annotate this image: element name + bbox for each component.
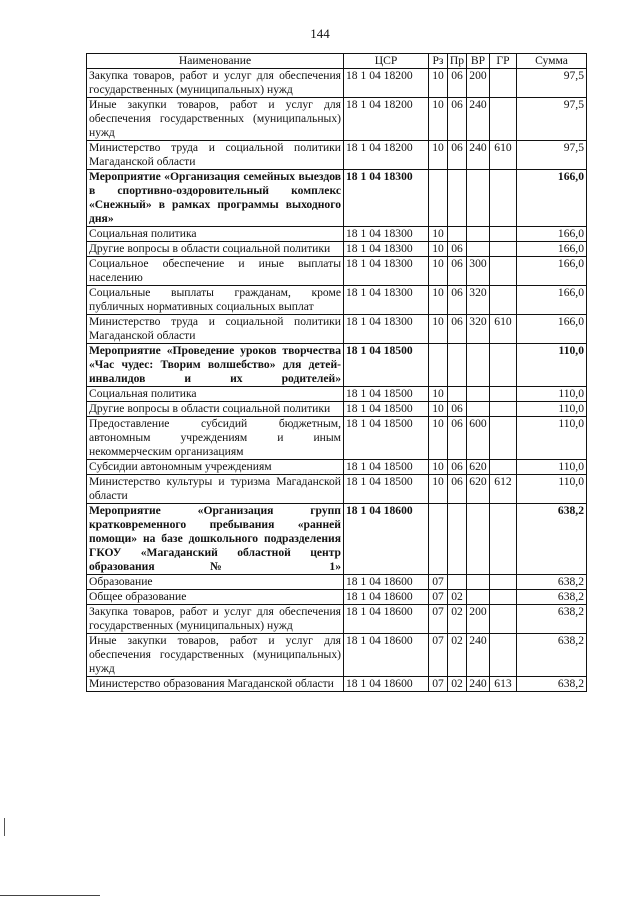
cell-name: Мероприятие «Проведение уроков творчества «Час чудес: Творим волшебство» для детей-инвалидов и их родителей» — [87, 344, 344, 387]
cell-vr: 240 — [467, 141, 490, 170]
cell-csr: 18 1 04 18300 — [344, 315, 429, 344]
cell-name: Образование — [87, 575, 344, 590]
table-row — [87, 387, 587, 402]
header-name: Наименование — [87, 54, 344, 69]
cell-vr — [467, 575, 490, 590]
cell-name: Иные закупки товаров, работ и услуг для обеспечения государственных (муниципальных) нужд — [87, 98, 344, 141]
cell-sum: 638,2 — [517, 634, 587, 677]
header-sum: Сумма — [517, 54, 587, 69]
cell-sum: 166,0 — [517, 170, 587, 227]
cell-sum: 638,2 — [517, 575, 587, 590]
cell-csr: 18 1 04 18300 — [344, 286, 429, 315]
cell-csr: 18 1 04 18300 — [344, 257, 429, 286]
cell-csr: 18 1 04 18300 — [344, 227, 429, 242]
table-row — [87, 170, 587, 227]
cell-pr: 06 — [448, 141, 467, 170]
cell-name: Министерство труда и социальной политики Магаданской области — [87, 315, 344, 344]
cell-rz: 10 — [429, 402, 448, 417]
cell-vr: 240 — [467, 634, 490, 677]
cell-pr — [448, 227, 467, 242]
cell-rz: 10 — [429, 460, 448, 475]
cell-vr — [467, 170, 490, 227]
table-row — [87, 417, 587, 460]
cell-sum: 110,0 — [517, 417, 587, 460]
cell-pr — [448, 575, 467, 590]
cell-name: Закупка товаров, работ и услуг для обеспечения государственных (муниципальных) нужд — [87, 69, 344, 98]
table-row — [87, 460, 587, 475]
cell-gr: 610 — [490, 141, 517, 170]
cell-name: Иные закупки товаров, работ и услуг для обеспечения государственных (муниципальных) нужд — [87, 634, 344, 677]
cell-csr: 18 1 04 18200 — [344, 69, 429, 98]
cell-vr — [467, 242, 490, 257]
cell-gr: 612 — [490, 475, 517, 504]
cell-name: Мероприятие «Организация групп кратковременного пребывания «ранней помощи» на базе дошкольного подразделения ГКОУ «Магаданский областной центр образования № 1» — [87, 504, 344, 575]
cell-csr: 18 1 04 18500 — [344, 460, 429, 475]
cell-gr — [490, 460, 517, 475]
cell-gr — [490, 257, 517, 286]
cell-csr: 18 1 04 18600 — [344, 605, 429, 634]
cell-csr: 18 1 04 18600 — [344, 575, 429, 590]
cell-rz: 10 — [429, 227, 448, 242]
cell-csr: 18 1 04 18600 — [344, 634, 429, 677]
cell-sum: 166,0 — [517, 315, 587, 344]
cell-pr: 06 — [448, 402, 467, 417]
cell-sum: 638,2 — [517, 590, 587, 605]
cell-gr — [490, 69, 517, 98]
cell-name: Общее образование — [87, 590, 344, 605]
cell-gr — [490, 417, 517, 460]
footer-rule — [0, 895, 100, 896]
cell-pr: 06 — [448, 257, 467, 286]
cell-pr: 06 — [448, 417, 467, 460]
cell-rz: 10 — [429, 257, 448, 286]
cell-vr — [467, 504, 490, 575]
cell-vr: 200 — [467, 69, 490, 98]
cell-sum: 166,0 — [517, 242, 587, 257]
cell-csr: 18 1 04 18300 — [344, 242, 429, 257]
cell-gr — [490, 387, 517, 402]
cell-gr — [490, 286, 517, 315]
cell-sum: 166,0 — [517, 227, 587, 242]
table-body — [87, 69, 587, 692]
table-row — [87, 605, 587, 634]
cell-vr: 620 — [467, 460, 490, 475]
cell-name: Социальная политика — [87, 227, 344, 242]
cell-pr: 06 — [448, 69, 467, 98]
table-row — [87, 69, 587, 98]
cell-gr — [490, 170, 517, 227]
cell-pr — [448, 170, 467, 227]
cell-pr — [448, 504, 467, 575]
cell-sum: 110,0 — [517, 460, 587, 475]
cell-rz: 07 — [429, 575, 448, 590]
cell-vr — [467, 227, 490, 242]
table-row — [87, 98, 587, 141]
cell-gr — [490, 242, 517, 257]
cell-pr: 02 — [448, 605, 467, 634]
cell-rz: 10 — [429, 417, 448, 460]
cell-gr — [490, 575, 517, 590]
cell-vr: 600 — [467, 417, 490, 460]
cell-pr: 02 — [448, 634, 467, 677]
cell-pr — [448, 344, 467, 387]
table-row — [87, 634, 587, 677]
cell-sum: 97,5 — [517, 69, 587, 98]
cell-gr — [490, 344, 517, 387]
cell-sum: 166,0 — [517, 286, 587, 315]
cell-gr — [490, 402, 517, 417]
cell-name: Министерство культуры и туризма Магаданской области — [87, 475, 344, 504]
table-row — [87, 242, 587, 257]
cell-pr: 06 — [448, 460, 467, 475]
cell-vr — [467, 344, 490, 387]
cell-csr: 18 1 04 18200 — [344, 98, 429, 141]
cell-pr: 06 — [448, 242, 467, 257]
cell-rz: 07 — [429, 677, 448, 692]
cell-gr — [490, 634, 517, 677]
cell-rz: 07 — [429, 634, 448, 677]
cell-gr — [490, 605, 517, 634]
cell-sum: 638,2 — [517, 605, 587, 634]
table-row — [87, 475, 587, 504]
cell-sum: 638,2 — [517, 504, 587, 575]
table-row — [87, 575, 587, 590]
cell-rz: 10 — [429, 286, 448, 315]
page-number: 144 — [310, 26, 330, 41]
cell-rz: 10 — [429, 475, 448, 504]
cell-sum: 166,0 — [517, 257, 587, 286]
cell-pr: 06 — [448, 98, 467, 141]
cell-rz — [429, 504, 448, 575]
cell-gr: 610 — [490, 315, 517, 344]
cell-name: Закупка товаров, работ и услуг для обеспечения государственных (муниципальных) нужд — [87, 605, 344, 634]
cell-gr: 613 — [490, 677, 517, 692]
cell-csr: 18 1 04 18600 — [344, 504, 429, 575]
cell-gr — [490, 98, 517, 141]
cell-rz: 07 — [429, 590, 448, 605]
table-row — [87, 677, 587, 692]
table-row — [87, 504, 587, 575]
table-row — [87, 315, 587, 344]
cell-gr — [490, 227, 517, 242]
cell-gr — [490, 504, 517, 575]
cell-rz: 10 — [429, 242, 448, 257]
cell-csr: 18 1 04 18500 — [344, 417, 429, 460]
cell-csr: 18 1 04 18300 — [344, 170, 429, 227]
header-rz: Рз — [429, 54, 448, 69]
cell-csr: 18 1 04 18600 — [344, 590, 429, 605]
cell-csr: 18 1 04 18600 — [344, 677, 429, 692]
table-row — [87, 141, 587, 170]
cell-rz: 10 — [429, 387, 448, 402]
header-csr: ЦСР — [344, 54, 429, 69]
cell-name: Министерство труда и социальной политики Магаданской области — [87, 141, 344, 170]
cell-vr: 200 — [467, 605, 490, 634]
cell-sum: 97,5 — [517, 98, 587, 141]
cell-sum: 110,0 — [517, 387, 587, 402]
cell-pr: 02 — [448, 677, 467, 692]
cell-pr — [448, 387, 467, 402]
cell-vr — [467, 387, 490, 402]
cell-name: Другие вопросы в области социальной политики — [87, 242, 344, 257]
cell-sum: 110,0 — [517, 475, 587, 504]
cell-rz: 10 — [429, 315, 448, 344]
cell-vr: 240 — [467, 98, 490, 141]
cell-pr: 02 — [448, 590, 467, 605]
cell-vr — [467, 590, 490, 605]
cell-vr: 300 — [467, 257, 490, 286]
cell-name: Министерство образования Магаданской области — [87, 677, 344, 692]
cell-name: Предоставление субсидий бюджетным, автономным учреждениям и иным некоммерческим организациям — [87, 417, 344, 460]
cell-vr: 620 — [467, 475, 490, 504]
cell-rz — [429, 170, 448, 227]
cell-pr: 06 — [448, 286, 467, 315]
cell-name: Другие вопросы в области социальной политики — [87, 402, 344, 417]
cell-rz: 10 — [429, 69, 448, 98]
cell-pr: 06 — [448, 475, 467, 504]
cell-vr — [467, 402, 490, 417]
cell-name: Социальное обеспечение и иные выплаты населению — [87, 257, 344, 286]
cell-name: Социальная политика — [87, 387, 344, 402]
cell-rz: 07 — [429, 605, 448, 634]
table-row — [87, 344, 587, 387]
cell-sum: 110,0 — [517, 344, 587, 387]
cell-csr: 18 1 04 18500 — [344, 475, 429, 504]
cell-pr: 06 — [448, 315, 467, 344]
cell-name: Мероприятие «Организация семейных выездов в спортивно-оздоровительный комплекс «Снежный» в рамках программы выходного дня» — [87, 170, 344, 227]
cell-csr: 18 1 04 18500 — [344, 344, 429, 387]
header-pr: Пр — [448, 54, 467, 69]
cell-rz: 10 — [429, 141, 448, 170]
cell-vr: 320 — [467, 315, 490, 344]
cell-name: Субсидии автономным учреждениям — [87, 460, 344, 475]
cell-gr — [490, 590, 517, 605]
cell-name: Социальные выплаты гражданам, кроме публичных нормативных социальных выплат — [87, 286, 344, 315]
table-row — [87, 286, 587, 315]
cell-rz: 10 — [429, 98, 448, 141]
cell-rz — [429, 344, 448, 387]
cell-sum: 638,2 — [517, 677, 587, 692]
cell-sum: 110,0 — [517, 402, 587, 417]
header-gr: ГР — [490, 54, 517, 69]
cell-csr: 18 1 04 18500 — [344, 387, 429, 402]
cell-csr: 18 1 04 18500 — [344, 402, 429, 417]
budget-table — [86, 53, 587, 692]
table-header — [87, 54, 587, 69]
cell-csr: 18 1 04 18200 — [344, 141, 429, 170]
cell-sum: 97,5 — [517, 141, 587, 170]
table-row — [87, 402, 587, 417]
header-vr: ВР — [467, 54, 490, 69]
table-row — [87, 227, 587, 242]
table-row — [87, 257, 587, 286]
cell-vr: 240 — [467, 677, 490, 692]
margin-mark — [4, 818, 5, 836]
cell-vr: 320 — [467, 286, 490, 315]
table-row — [87, 590, 587, 605]
